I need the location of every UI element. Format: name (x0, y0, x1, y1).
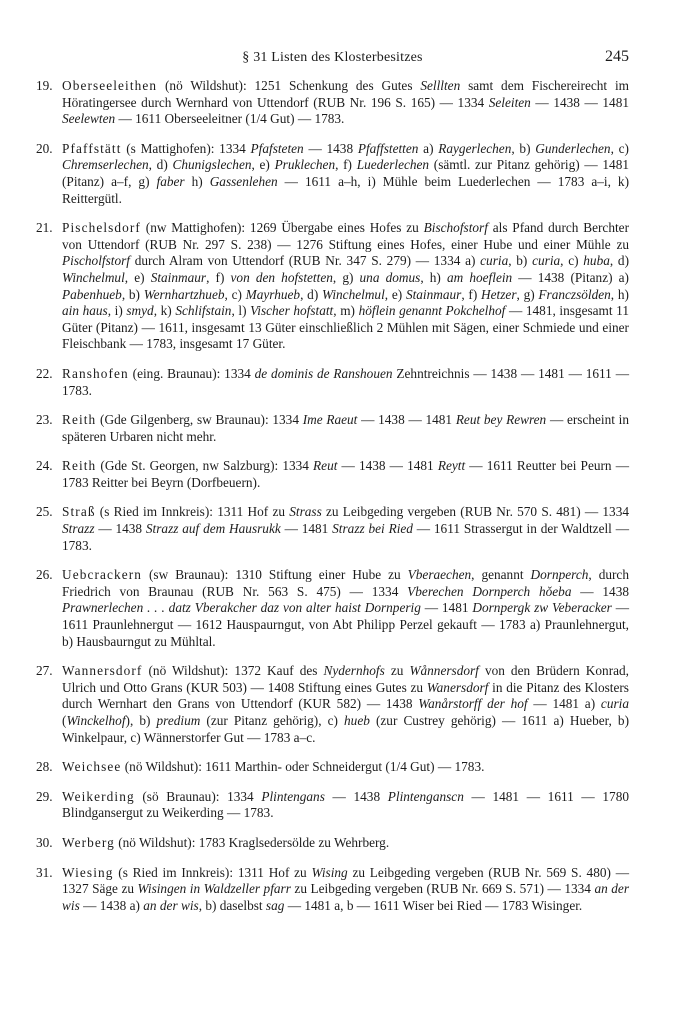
entry-text: (Gde Gilgenberg, sw Braunau): 1334 (96, 412, 303, 428)
entry-number: 31. (36, 864, 53, 880)
historical-name: Winchelmul (62, 269, 125, 285)
entry-text: ), b) (125, 713, 157, 728)
historical-name: Seelewten (62, 111, 116, 127)
entry-text: — 1438 — 1481 (530, 94, 629, 110)
place-name: Reith (62, 412, 97, 428)
list-entry (36, 789, 629, 822)
historical-name: Prawnerlechen . . . datz Vberakcher daz von alter haist Dornperig (62, 600, 421, 616)
entry-text: , i) (107, 303, 127, 319)
historical-name: Wånnersdorf (409, 663, 479, 679)
historical-name: Pfaffstetten (357, 140, 419, 156)
place-name: Weikerding (62, 788, 135, 804)
historical-name: ain haus (62, 303, 108, 319)
list-entry (36, 220, 629, 353)
entry-number: 23. (36, 412, 53, 428)
historical-name: Luederlechen (356, 157, 430, 173)
entry-text: , g) (332, 269, 360, 285)
entry-text: — 1481, insgesamt 11 Güter (Pitanz) — 1611, insgesamt 13 Güter einschließlich 2 Mühlen mit Sägen, einer Schmiede und einer Fleischbank — 1783, insgesamt 17 Güter. (62, 303, 629, 352)
historical-name: Raygerlechen (438, 140, 512, 156)
place-name: Uebcrackern (62, 567, 143, 583)
historical-name: Pischolfstorf (62, 253, 130, 269)
historical-name: Seleiten (488, 94, 531, 110)
historical-name: Pfafsteten (250, 140, 304, 156)
historical-name: Pabenhueb (62, 286, 122, 302)
historical-name: Wernhartzhueb (143, 286, 225, 302)
list-entry (36, 504, 629, 554)
historical-name: Dornperch (530, 567, 589, 583)
historical-name: an der wis (62, 881, 630, 913)
historical-name: Wisingen in Waldzeller pfarr (137, 881, 291, 897)
list-entry (36, 366, 629, 399)
entry-text: , b) (511, 140, 536, 156)
historical-name: faber (156, 173, 185, 189)
entry-text: , d) (609, 253, 629, 269)
place-name: Reith (62, 458, 97, 474)
entry-text: , l) (231, 303, 251, 319)
entry-text: (sö Braunau): 1334 (134, 788, 262, 804)
list-entry (36, 78, 629, 128)
list-entry (36, 567, 629, 650)
historical-name: von den hofstetten (230, 269, 333, 285)
historical-name: curia (480, 253, 509, 269)
entry-text: , d) (148, 157, 173, 173)
page-number: 245 (605, 48, 629, 65)
entry-text: , durch Friedrich von Braunau (RUB Nr. 563 S. 475) — 1334 (62, 567, 629, 599)
list-entry (36, 835, 629, 852)
historical-name: Wanårstorff der hof (418, 696, 528, 712)
entry-text: — 1481 a, b — 1611 Wiser bei Ried — 1783 Wisinger. (284, 897, 583, 913)
entry-text: (sämtl. zur Pitanz gehörig) — 1481 (Pitanz) a–f, g) (62, 157, 629, 189)
entry-text: , e) (251, 157, 275, 173)
historical-name: Strass (289, 504, 322, 520)
historical-name: Chunigslechen (172, 157, 252, 173)
place-name: Wiesing (62, 864, 114, 880)
entry-text: — 1438 (Pitanz) a) (512, 269, 629, 285)
entry-text: — 1611 Oberseeleitner (1/4 Gut) — 1783. (115, 111, 345, 127)
historical-name: Strazz auf dem Hausrukk (145, 521, 281, 537)
historical-name: Vischer hofstatt (250, 303, 334, 319)
entry-text: — 1438 (571, 583, 629, 599)
place-name: Weichsee (62, 759, 122, 775)
entry-text: (Gde St. Georgen, nw Salzburg): 1334 (96, 458, 314, 474)
place-name: Straß (62, 504, 96, 520)
entry-text: — 1611 Reutter bei Peurn — 1783 Reitter bei Beyrn (Dorfbeuern). (62, 458, 630, 490)
historical-name: Strazz (62, 521, 95, 537)
historical-name: Stainmaur (405, 286, 462, 302)
property-list (36, 78, 629, 927)
historical-name: Reut bey Rewren (455, 412, 547, 428)
entry-text: , h) (610, 286, 629, 302)
place-name: Oberseeleithen (62, 78, 158, 93)
entry-number: 28. (36, 759, 53, 775)
entry-text: , e) (384, 286, 406, 302)
entry-text: — 1481 a) (527, 696, 601, 712)
historical-name: smyd (126, 303, 154, 319)
entry-text: , h) (420, 269, 447, 285)
entry-text: samt dem Fischereirecht im Höratingersee durch Wernhard von Uttendorf (RUB Nr. 196 S. 165) — 1334 (62, 78, 630, 110)
entry-text: Zehntreichnis — 1438 — 1481 — 1611 — 1783. (62, 365, 629, 398)
list-entry (36, 865, 629, 915)
entry-number: 21. (36, 220, 53, 236)
place-name: Ranshofen (62, 365, 129, 381)
historical-name: una domus (359, 269, 421, 285)
historical-name: Dornpergk zw Veberacker (472, 600, 612, 616)
entry-text: — 1438 — 1481 (357, 412, 456, 428)
historical-name: huba (583, 253, 610, 269)
page-header (36, 50, 629, 70)
entry-text: (nö Wildshut): 1372 Kauf des (142, 663, 324, 679)
historical-name: Vberechen Dornperch hǒeba (407, 583, 572, 599)
entry-text: — 1438 (94, 521, 146, 537)
entry-text: zu (384, 663, 410, 679)
entry-text: (zur Pitanz gehörig), c) (200, 713, 345, 728)
entry-text: — 1438 a) (79, 897, 144, 913)
list-entry (36, 663, 629, 746)
entry-text: — 1481 (280, 521, 333, 537)
entry-text: , e) (124, 269, 151, 285)
entry-text: , b) daselbst (198, 897, 266, 913)
historical-name: Chremserlechen (62, 157, 149, 173)
entry-text: durch Alram von Uttendorf (RUB Nr. 347 S. 279) — 1334 a) (129, 253, 481, 269)
entry-text: , c) (224, 286, 246, 302)
entry-text: in die Pitanz des Klosters durch Wernhart den Grans von Uttendorf (KUR 582) — 1438 (62, 679, 629, 712)
list-entry (36, 141, 629, 207)
entry-text: (s Ried im Innkreis): 1311 Hof zu (113, 864, 312, 880)
entry-text: , f) (461, 286, 482, 302)
entry-text: , m) (333, 303, 359, 319)
historical-name: Winckelhof (66, 713, 126, 728)
historical-name: am hoeflein (446, 269, 513, 285)
entry-text: , g) (516, 286, 539, 302)
entry-text: , c) (610, 140, 629, 156)
historical-name: hueb (344, 713, 370, 728)
entry-number: 20. (36, 140, 53, 156)
entry-text: zu Leibgeding vergeben (RUB Nr. 669 S. 571) — 1334 (290, 881, 595, 897)
place-name: Werberg (62, 834, 115, 850)
entry-text: (zur Custrey gehörig) — 1611 a) Hueber, b) Winkelpaur, c) Wännerstorfer Gut — 1783 a–c. (62, 713, 630, 745)
list-entry (36, 458, 629, 491)
entry-text: , genannt (471, 567, 531, 583)
entry-text: , c) (560, 253, 584, 269)
place-name: Pfaffstätt (62, 140, 122, 156)
entry-number: 30. (36, 834, 53, 850)
entry-text: — 1438 — 1481 (337, 458, 438, 474)
historical-name: Bischofstorf (423, 220, 488, 236)
section-title: § 31 Listen des Klosterbesitzes (242, 50, 423, 65)
entry-text: h) (184, 173, 210, 189)
entry-text: , b) (121, 286, 144, 302)
historical-name: sag (265, 897, 285, 913)
entry-text: (sw Braunau): 1310 Stiftung einer Hube zu (142, 567, 408, 583)
entry-text: , d) (300, 286, 322, 302)
place-name: Wannersdorf (62, 663, 143, 679)
historical-name: Strazz bei Ried (332, 521, 413, 537)
place-name: Pischelsdorf (62, 220, 141, 236)
entry-number: 25. (36, 504, 53, 520)
historical-name: an der wis (143, 897, 199, 913)
entry-text: — 1438 (303, 140, 358, 156)
historical-name: curia (600, 696, 629, 712)
entry-text: (nö Wildshut): 1783 Kraglsedersölde zu Wehrberg. (114, 834, 390, 850)
entry-number: 27. (36, 663, 53, 679)
entry-text: (s Ried im Innkreis): 1311 Hof zu (95, 504, 290, 520)
entry-text: — erscheint in späteren Urbaren nicht mehr. (62, 412, 630, 444)
historical-name: Wising (311, 864, 348, 880)
entry-text: , f) (206, 269, 231, 285)
historical-name: Gunderlechen (535, 140, 611, 156)
entry-text: , f) (335, 157, 357, 173)
entry-text: als Pfand durch Berchter von Uttendorf (RUB Nr. 297 S. 238) — 1276 Stiftung eines Hofes, einer Hube und einer Mühle zu (62, 220, 630, 252)
historical-name: Schlifstain (175, 303, 232, 319)
historical-name: curia (532, 253, 561, 269)
historical-name: Wanersdorf (426, 679, 489, 695)
entry-text: , b) (508, 253, 533, 269)
historical-name: Plintengans (261, 788, 325, 804)
entry-text: (nö Wildshut): 1611 Marthin- oder Schneidergut (1/4 Gut) — 1783. (121, 759, 485, 775)
historical-name: Nydernhofs (323, 663, 385, 679)
historical-name: Franczsölden (538, 286, 611, 302)
entry-number: 22. (36, 365, 53, 381)
entry-text: (nw Mattighofen): 1269 Übergabe eines Hofes zu (140, 220, 424, 236)
historical-name: Winchelmul (322, 286, 385, 302)
entry-text: — 1611 Strassergut in der Waldtzell — 1783. (62, 521, 629, 553)
entry-text: von den Brüdern Konrad, Ulrich und Otto Grans (KUR 503) — 1408 Stiftung eines Gutes zu (62, 663, 629, 695)
entry-text: (eing. Braunau): 1334 (128, 365, 255, 381)
entry-number: 24. (36, 458, 53, 474)
historical-name: Pruklechen (274, 157, 336, 173)
historical-name: Stainmaur (150, 269, 207, 285)
entry-text: , k) (153, 303, 176, 319)
entry-text: ( (62, 713, 67, 728)
historical-name: Gassenlehen (209, 173, 278, 189)
historical-name: höflein genannt Pokchelhof (358, 303, 506, 319)
historical-name: Mayrhueb (245, 286, 301, 302)
entry-number: 19. (36, 78, 53, 93)
entry-number: 26. (36, 567, 53, 583)
entry-text: — 1438 (324, 788, 388, 804)
entry-text: (s Mattighofen): 1334 (121, 140, 251, 156)
historical-name: Selllten (420, 78, 461, 93)
entry-text: — 1481 — 1611 — 1780 Blindgansergut zu Weikerding — 1783. (62, 788, 629, 821)
entry-number: 29. (36, 788, 53, 804)
historical-name: Ime Raeut (302, 412, 358, 428)
entry-text: zu Leibgeding vergeben (RUB Nr. 570 S. 481) — 1334 (321, 504, 630, 520)
entry-text: — 1611 Praunlehnergut — 1612 Hauspaurngut, von Abt Philipp Perzel gekauft — 1783 a) Praunlehnergut, b) Hausbaurngut zu Mühltal. (62, 600, 629, 649)
historical-name: predium (156, 713, 201, 728)
historical-name: Hetzer (481, 286, 517, 302)
entry-text: a) (418, 140, 439, 156)
entry-text: — 1611 a–h, i) Mühle beim Luederlechen — 1783 a–i, k) Reittergütl. (62, 173, 630, 206)
list-entry (36, 412, 629, 445)
entry-text: — 1481 (420, 600, 473, 616)
historical-name: Reytt (437, 458, 466, 474)
historical-name: Plintenganscn (387, 788, 464, 804)
historical-name: Vberaechen (407, 567, 472, 583)
list-entry (36, 759, 629, 776)
entry-text: (nö Wildshut): 1251 Schenkung des Gutes (157, 78, 421, 93)
entry-text: zu Leibgeding vergeben (RUB Nr. 569 S. 480) — 1327 Säge zu (62, 864, 629, 897)
historical-name: Reut (313, 458, 338, 474)
historical-name: de dominis de Ranshouen (254, 365, 393, 381)
